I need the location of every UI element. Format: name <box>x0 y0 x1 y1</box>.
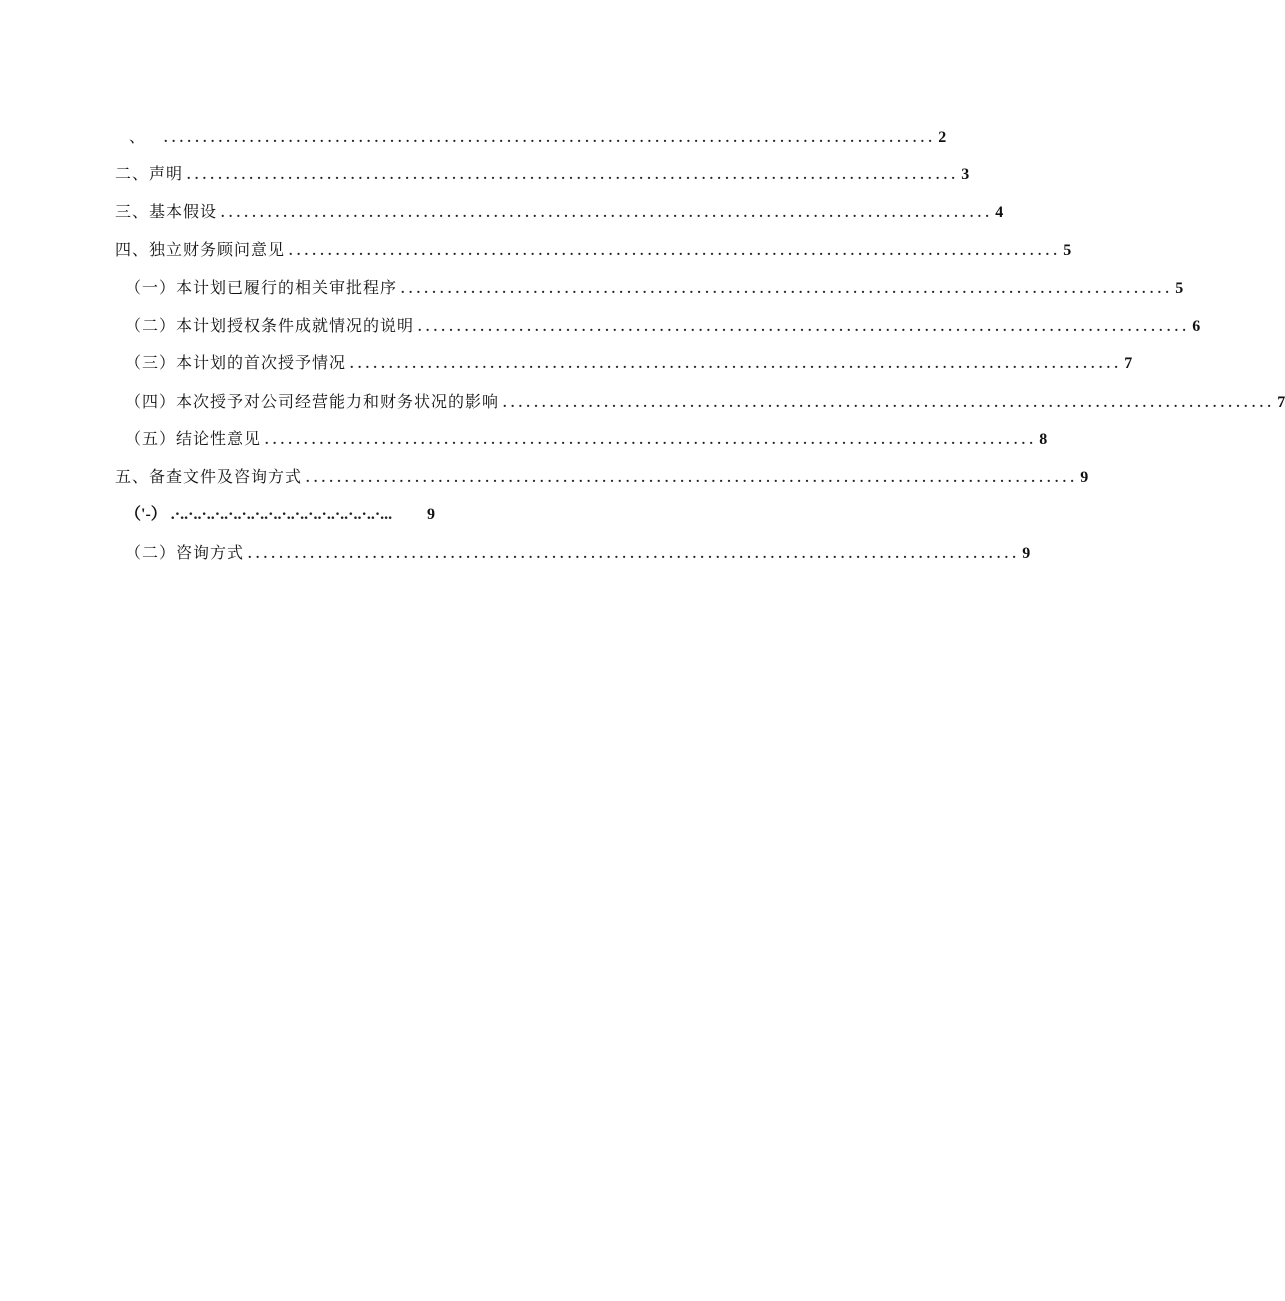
toc-leader-dots: ................................................................................................... <box>221 206 994 221</box>
toc-leader-dots: ................................................................................................... <box>503 396 1276 411</box>
toc-entry-impact[interactable] <box>125 389 1285 415</box>
toc-leader-dots: ................................................................................................... <box>265 433 1038 448</box>
toc-leader-dots: ................................................................................................... <box>187 168 960 183</box>
toc-entry-title: （四）本次授予对公司经营能力和财务状况的影响 <box>125 392 500 411</box>
toc-entry-contact-method[interactable] <box>125 540 1031 566</box>
toc-entry-title: （'-） <box>125 506 167 523</box>
toc-entry-title: 、 <box>129 127 147 146</box>
toc-entry-title: 五、备查文件及咨询方式 <box>115 467 303 486</box>
toc-page-number: 7 <box>1124 355 1133 372</box>
toc-leader-dots: ................................................................................................... <box>289 244 1062 259</box>
toc-page-number: 6 <box>1192 318 1201 335</box>
toc-leader-dots: ................................................................................................... <box>164 131 937 146</box>
toc-entry-title: 四、独立财务顾问意见 <box>115 240 286 259</box>
toc-page-number: 4 <box>995 204 1004 221</box>
toc-page-number: 9 <box>1022 545 1031 562</box>
toc-entry-title: （三）本计划的首次授予情况 <box>125 353 347 372</box>
toc-entry-approval-procedures[interactable] <box>125 275 1184 301</box>
toc-entry-title: （一）本计划已履行的相关审批程序 <box>125 278 398 297</box>
toc-leader-dots: ................................................................................................... <box>418 320 1191 335</box>
toc-page-number: 8 <box>1039 431 1048 448</box>
toc-entry-reference-docs-sub[interactable] <box>125 502 435 528</box>
toc-page-number: 7 <box>1277 394 1285 411</box>
toc-entry-advisor-opinion[interactable] <box>115 237 1072 263</box>
toc-leader-dots: ................................................................................................... <box>306 471 1079 486</box>
toc-leader-dots: .·..·..·..·..·..·..·..·..·..·..·..·..·..·..·..·... <box>170 506 393 523</box>
toc-leader-dots: ................................................................................................... <box>248 547 1021 562</box>
toc-entry-assumptions[interactable] <box>115 199 1004 225</box>
toc-entry-blank[interactable] <box>115 124 947 150</box>
toc-entry-first-grant[interactable] <box>125 350 1133 376</box>
toc-leader-dots: ................................................................................................... <box>350 357 1123 372</box>
toc-entry-title: 三、基本假设 <box>115 202 218 221</box>
toc-entry-title: （五）结论性意见 <box>125 429 262 448</box>
toc-entry-grant-conditions[interactable] <box>125 313 1201 339</box>
toc-page-number: 5 <box>1063 242 1072 259</box>
toc-leader-dots: ................................................................................................... <box>401 282 1174 297</box>
toc-page-number: 2 <box>938 129 947 146</box>
toc-entry-reference-docs[interactable] <box>115 464 1089 490</box>
toc-page-number: 9 <box>1080 469 1089 486</box>
toc-page-number: 5 <box>1175 280 1184 297</box>
toc-entry-title: （二）咨询方式 <box>125 543 245 562</box>
toc-page-number: 9 <box>427 506 435 523</box>
toc-entry-declaration[interactable] <box>115 161 970 187</box>
toc-entry-title: （二）本计划授权条件成就情况的说明 <box>125 316 415 335</box>
toc-entry-conclusion[interactable] <box>125 426 1048 452</box>
toc-entry-title: 二、声明 <box>115 164 184 183</box>
toc-page-number: 3 <box>961 166 970 183</box>
